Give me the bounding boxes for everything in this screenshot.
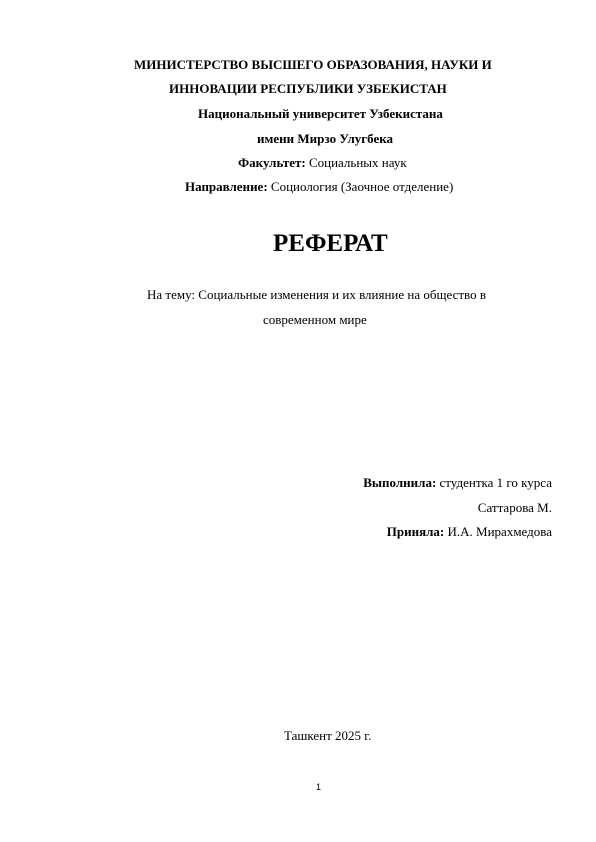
performed-by-line: [363, 475, 552, 491]
direction-label: Направление:: [185, 179, 268, 194]
performed-label: Выполнила:: [363, 475, 437, 490]
city-year: Ташкент 2025 г.: [284, 728, 372, 743]
accepted-by-line: [387, 524, 552, 540]
faculty-label: Факультет:: [238, 155, 306, 170]
accepted-label: Приняла:: [386, 524, 445, 539]
performed-value: студентка 1 го курса: [436, 475, 552, 490]
faculty-line: [238, 155, 407, 171]
direction-line: [185, 179, 453, 195]
page-number: 1: [316, 782, 322, 792]
student-name: Саттарова М.: [477, 500, 552, 515]
university-line-2: имени Мирзо Улугбека: [257, 131, 394, 146]
ministry-line-1: МИНИСТЕРСТВО ВЫСШЕГО ОБРАЗОВАНИЯ, НАУКИ И: [134, 57, 492, 72]
accepted-value: И.А. Мирахмедова: [444, 524, 552, 539]
university-line-1: Национальный университет Узбекистана: [198, 106, 443, 121]
topic-line-2: современном мире: [263, 312, 367, 327]
document-title: РЕФЕРАТ: [273, 230, 388, 257]
direction-value: Социология (Заочное отделение): [267, 179, 454, 194]
faculty-value: Социальных наук: [305, 155, 407, 170]
ministry-line-2: ИННОВАЦИИ РЕСПУБЛИКИ УЗБЕКИСТАН: [169, 81, 447, 96]
topic-line-1: На тему: Социальные изменения и их влияние на общество в: [147, 287, 486, 302]
